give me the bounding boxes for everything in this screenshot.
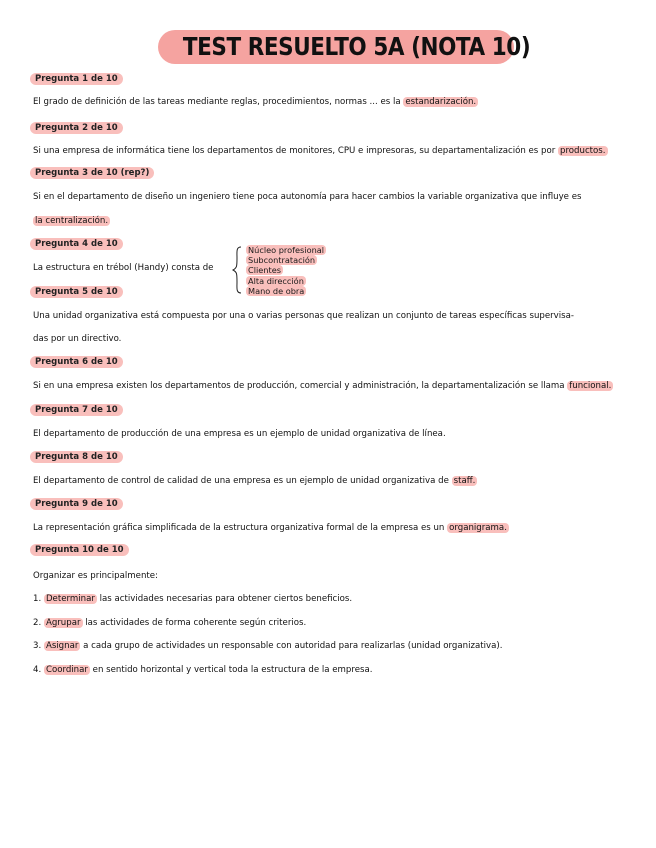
list-item: Alta dirección xyxy=(248,275,304,286)
answer-line-4 xyxy=(33,262,213,275)
answer-text: das por un directivo. xyxy=(33,334,122,344)
list-item: Mano de obra xyxy=(248,285,305,296)
answer-line-7 xyxy=(33,428,446,441)
answer-text: Una unidad organizativa está compuesta por una o varias personas que realizan un conjunto de tareas específicas supervisa- xyxy=(33,311,575,321)
answer-line-2 xyxy=(33,145,608,158)
item-number: 4. xyxy=(33,665,42,675)
title-highlight xyxy=(158,30,531,64)
answer-text: El departamento de control de calidad de una empresa es un ejemplo de unidad organizativa de xyxy=(33,476,452,486)
answer-text: Si en el departamento de diseño un ingeniero tiene poca autonomía para hacer cambios la variable organizativa que influye es xyxy=(33,192,582,202)
question-header-2: Pregunta 2 de 10 xyxy=(30,122,123,134)
answer-text: Si en una empresa existen los departamentos de producción, comercial y administración, la departamentalización se llama xyxy=(33,381,568,391)
question-header-4: Pregunta 4 de 10 xyxy=(30,238,123,250)
page-title: TEST RESUELTO 5A (NOTA 10) xyxy=(182,32,531,61)
answer-highlight: organigrama. xyxy=(449,523,507,533)
answer-text: El grado de definición de las tareas mediante reglas, procedimientos, normas ... es la xyxy=(33,97,404,107)
ordered-item-2 xyxy=(33,617,306,630)
curly-brace-icon xyxy=(232,246,242,294)
answer-highlight: estandarización. xyxy=(405,97,477,107)
ordered-item-3 xyxy=(33,640,502,653)
answer-highlight: Coordinar xyxy=(45,665,88,675)
item-number: 1. xyxy=(33,594,42,604)
answer-line-5a xyxy=(33,310,574,323)
answer-highlight: funcional. xyxy=(569,381,612,391)
answer-highlight: Determinar xyxy=(45,594,95,604)
answer-text: El departamento de producción de una empresa es un ejemplo de unidad organizativa de línea. xyxy=(33,429,446,439)
answer-line-5b xyxy=(33,333,121,346)
answer-text: La representación gráfica simplificada de la estructura organizativa formal de la empresa es un xyxy=(33,523,448,533)
item-number: 2. xyxy=(33,618,42,628)
question-header-7: Pregunta 7 de 10 xyxy=(30,404,123,416)
answer-line-6 xyxy=(33,380,613,393)
answer-highlight: staff. xyxy=(453,476,476,486)
answer-highlight: productos. xyxy=(560,146,606,156)
question-header-8: Pregunta 8 de 10 xyxy=(30,451,123,463)
ordered-item-1 xyxy=(33,593,352,606)
question-header-10: Pregunta 10 de 10 xyxy=(30,544,129,556)
question-header-3: Pregunta 3 de 10 (rep?) xyxy=(30,167,154,179)
answer-text: La estructura en trébol (Handy) consta de xyxy=(33,263,214,273)
answer-text: Si una empresa de informática tiene los departamentos de monitores, CPU e impresoras, su departamentalización es por xyxy=(33,146,558,156)
list-item: Clientes xyxy=(248,265,282,276)
answer-line-3b xyxy=(33,215,110,228)
item-number: 3. xyxy=(33,641,42,651)
answer-line-8 xyxy=(33,475,477,488)
answer-text: a cada grupo de actividades un responsable con autoridad para realizarlas (unidad organizativa). xyxy=(80,641,503,651)
question-header-6: Pregunta 6 de 10 xyxy=(30,356,123,368)
ordered-item-4 xyxy=(33,664,372,677)
answer-highlight: Asignar xyxy=(45,641,79,651)
answer-line-10 xyxy=(33,570,158,583)
list-item: Subcontratación xyxy=(248,255,316,266)
answer-text: las actividades necesarias para obtener ciertos beneficios. xyxy=(96,594,353,604)
question-header-1: Pregunta 1 de 10 xyxy=(30,73,123,85)
list-item: Núcleo profesional xyxy=(248,245,325,255)
answer-text: las actividades de forma coherente según criterios. xyxy=(82,618,307,628)
trebol-list xyxy=(246,245,326,296)
answer-text: en sentido horizontal y vertical toda la estructura de la empresa. xyxy=(89,665,373,675)
answer-highlight: Agrupar xyxy=(45,618,81,628)
answer-line-3a xyxy=(33,191,581,204)
answer-text: Organizar es principalmente: xyxy=(33,571,158,581)
answer-line-1 xyxy=(33,96,478,109)
answer-line-9 xyxy=(33,522,509,535)
question-header-9: Pregunta 9 de 10 xyxy=(30,498,123,510)
question-header-5: Pregunta 5 de 10 xyxy=(30,286,123,298)
answer-highlight: la centralización. xyxy=(35,216,109,226)
